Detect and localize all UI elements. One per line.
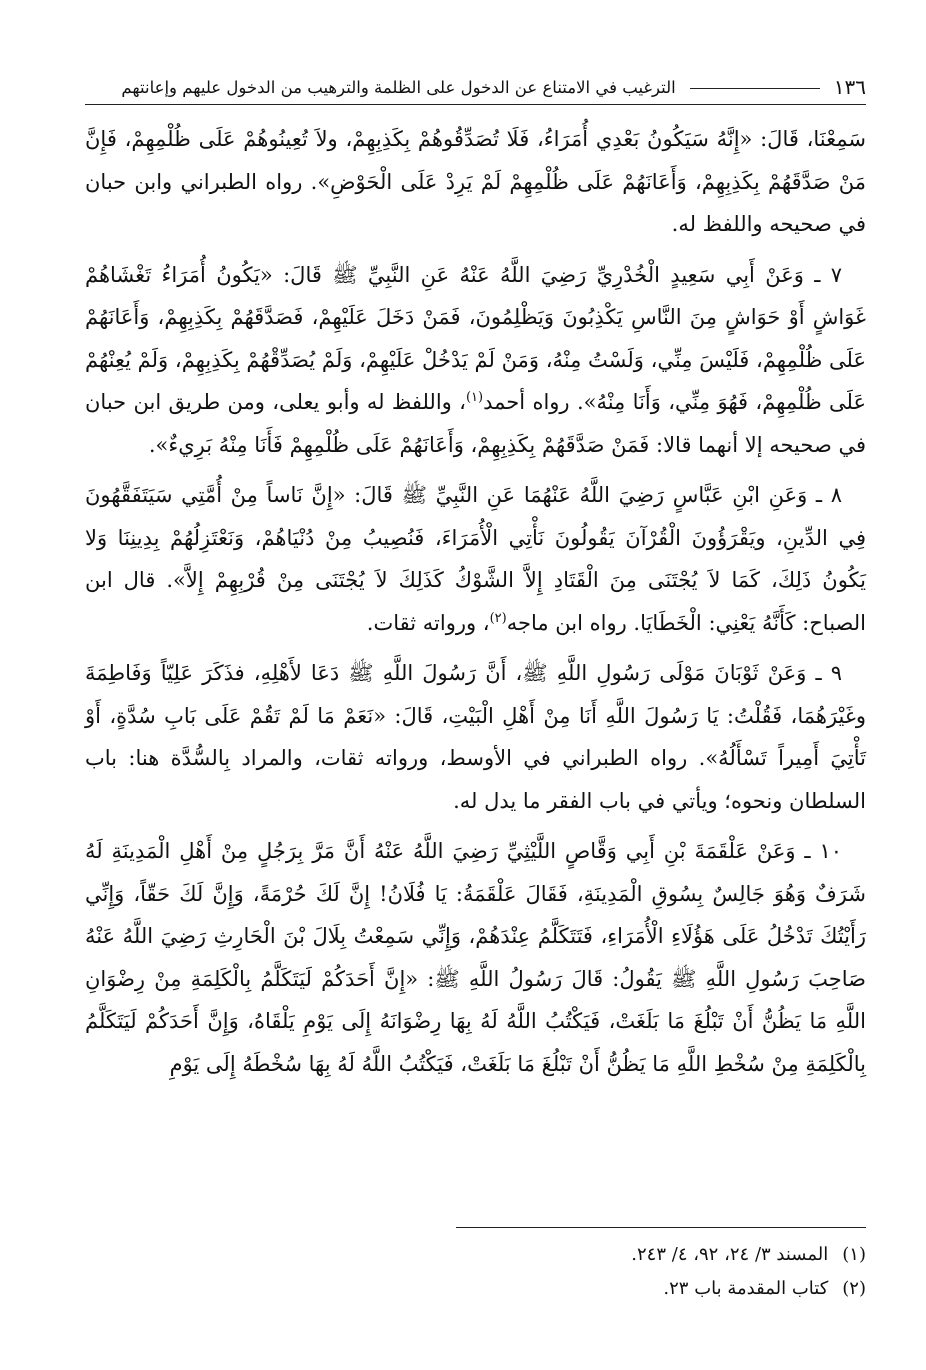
footnote-text: المسند ٣/ ٢٤، ٩٢، ٤/ ٢٤٣. xyxy=(631,1244,829,1265)
header-title: الترغيب في الامتناع عن الدخول على الظلمة والترهيب من الدخول عليهم وإعانتهم xyxy=(121,77,676,97)
paragraph-text: ٧ ـ وَعَنْ أَبِي سَعِيدٍ الْخُدْرِيِّ رَضِيَ اللَّهُ عَنْهُ عَنِ النَّبِيِّ ﷺ قَالَ: «يَكُونُ أُمَرَاءُ تَغْشَاهُمْ غَوَاشٍ أَوْ حَوَاشٍ مِنَ النَّاسِ يَكْذِبُونَ وَيَظْلِمُونَ، فَمَنْ دَخَلَ عَلَيْهِمْ، فَصَدَّقَهُمْ بِكَذِبِهِمْ، وَأَعَانَهُمْ عَلَى ظُلْمِهِمْ، فَلَيْسَ مِنِّي، وَلَسْتُ مِنْهُ، وَمَنْ لَمْ يَدْخُلْ عَلَيْهِمْ، وَلَمْ يُصَدِّقْهُمْ بِكَذِبِهِمْ، وَلَمْ يُعِنْهُمْ عَلَى ظُلْمِهِمْ، فَهُوَ مِنِّي، وَأَنَا مِنْهُ». رواه أحمد xyxy=(85,262,867,414)
paragraph-text: ٩ ـ وَعَنْ ثَوْبَانَ مَوْلَى رَسُولِ اللَّهِ ﷺ، أَنَّ رَسُولَ اللَّهِ ﷺ دَعَا لأَهْلِهِ، فذَكَرَ عَلِيّاً وَفَاطِمَةَ وغَيْرَهُمَا، فَقُلْتُ: يَا رَسُولَ اللَّهِ أَنَا مِنْ أَهْلِ الْبَيْتِ، قَالَ: «نَعَمْ مَا لَمْ تَقُمْ عَلَى بَابِ سُدَّةٍ، أَوْ تَأْتِيَ أَمِيراً تَسْأَلُهُ». رواه الطبراني في الأوسط، ورواته ثقات، والمراد بِالسُّدَّة هنا: باب السلطان ونحوه؛ ويأتي في باب الفقر ما يدل له. xyxy=(85,661,866,813)
footnote-reference[interactable]: (٢) xyxy=(489,610,507,626)
footnote-number: (١) xyxy=(842,1244,866,1265)
footnote-text: كتاب المقدمة باب ٢٣. xyxy=(663,1278,829,1299)
running-header xyxy=(85,70,866,105)
page-number: ١٣٦ xyxy=(833,75,866,99)
paragraph-hadith-8 xyxy=(85,474,866,644)
paragraph-text: ، واللفظ له وأبو يعلى، ومن طريق ابن حبان في صحيحه إلا أنهما قالا: فَمَنْ صَدَّقَهُمْ بِكَذِبِهِمْ، وَأَعَانَهُمْ عَلَى ظُلْمِهِمْ فَأَنَا مِنْهُ بَرِيءٌ». xyxy=(85,390,866,457)
paragraph-continuation xyxy=(85,118,866,246)
paragraph-hadith-7 xyxy=(85,254,866,467)
footnote-1 xyxy=(85,1238,866,1272)
paragraph-hadith-9 xyxy=(85,652,866,822)
paragraph-text: ١٠ ـ وَعَنْ عَلْقَمَةَ بْنِ أَبِي وَقَّاصٍ اللَّيْثِيِّ رَضِيَ اللَّهُ عَنْهُ أَنَّ مَرَّ بِرَجُلٍ مِنْ أَهْلِ الْمَدِينَةِ لَهُ شَرَفٌ وَهُوَ جَالِسٌ بِسُوقِ الْمَدِينَةِ، فَقَالَ عَلْقَمَةُ: يَا فُلَانُ! إِنَّ لَكَ حُرْمَةً، وَإِنَّ لَكَ حَقّاً، وَإِنِّي رَأَيْتُكَ تَدْخُلُ عَلَى هَؤُلَاءِ الْأُمَرَاءِ، فَتَتَكَلَّمُ عِنْدَهُمْ، وَإِنِّي سَمِعْتُ بِلَالَ بْنَ الْحَارِثِ رَضِيَ اللَّهُ عَنْهُ صَاحِبَ رَسُولِ اللَّهِ ﷺ يَقُولُ: قَالَ رَسُولُ اللَّهِ ﷺ: «إِنَّ أَحَدَكُمْ لَيَتَكَلَّمُ بِالْكَلِمَةِ مِنْ رِضْوَانِ اللَّهِ مَا يَظُنُّ أَنْ تَبْلُغَ مَا بَلَغَتْ، فَيَكْتُبُ اللَّهُ لَهُ بِهَا رِضْوَانَهُ إِلَى يَوْمِ يَلْقَاهُ، وَإِنَّ أَحَدَكُمْ لَيَتَكَلَّمُ بِالْكَلِمَةِ مِنْ سُخْطِ اللَّهِ مَا يَظُنُّ أَنْ تَبْلُغَ مَا بَلَغَتْ، فَيَكْتُبُ اللَّهُ لَهُ بِهَا سُخْطَهُ إِلَى يَوْمِ xyxy=(85,839,866,1076)
paragraph-text: ، ورواته ثقات. xyxy=(366,610,490,635)
footnote-reference[interactable]: (١) xyxy=(465,390,484,405)
header-rule xyxy=(690,88,820,89)
main-text xyxy=(85,118,866,1093)
footnotes xyxy=(85,1238,866,1306)
footnote-separator xyxy=(456,1227,866,1228)
paragraph-text: ٨ ـ وَعَنِ ابْنِ عَبَّاسٍ رَضِيَ اللَّهُ عَنْهُمَا عَنِ النَّبِيِّ ﷺ قَالَ: «إِنَّ نَاساً مِنْ أُمَّتِي سَيَتَفَقَّهُونَ فِي الدِّينِ، ويَقْرَؤُونَ الْقُرْآنَ يَقُولُونَ نَأْتِي الْأُمَرَاءَ، فَنُصِيبُ مِنْ دُنْيَاهُمْ، وَنَعْتَزِلُهُمْ بِدِينِنَا وَلا يَكُونُ ذَلِكَ، كَمَا لاَ يُجْتَنَى مِنَ الْقَتَادِ إِلاَّ الشَّوْكُ كَذَلِكَ لاَ يُجْتَنَى مِنْ قُرْبِهِمْ إِلاَّ». قال ابن الصباح: كَأَنَّهُ يَعْنِي: الْخَطَايَا. رواه ابن ماجه xyxy=(85,483,866,635)
paragraph-text: سَمِعْنَا، قَالَ: «إِنَّهُ سَيَكُونُ بَعْدِي أُمَرَاءُ، فَلَا تُصَدِّقُوهُمْ بِكَذِبِهِمْ، ولاَ تُعِينُوهُمْ عَلَى ظُلْمِهِمْ، فَإِنَّ مَنْ صَدَّقَهُمْ بِكَذِبِهِمْ، وَأَعَانَهُمْ عَلَى ظُلْمِهِمْ لَمْ يَرِدْ عَلَى الْحَوْضِ». رواه الطبراني وابن حبان في صحيحه واللفظ له. xyxy=(85,127,866,236)
footnote-number: (٢) xyxy=(842,1278,866,1299)
footnote-2 xyxy=(85,1272,866,1306)
paragraph-hadith-10 xyxy=(85,830,866,1085)
